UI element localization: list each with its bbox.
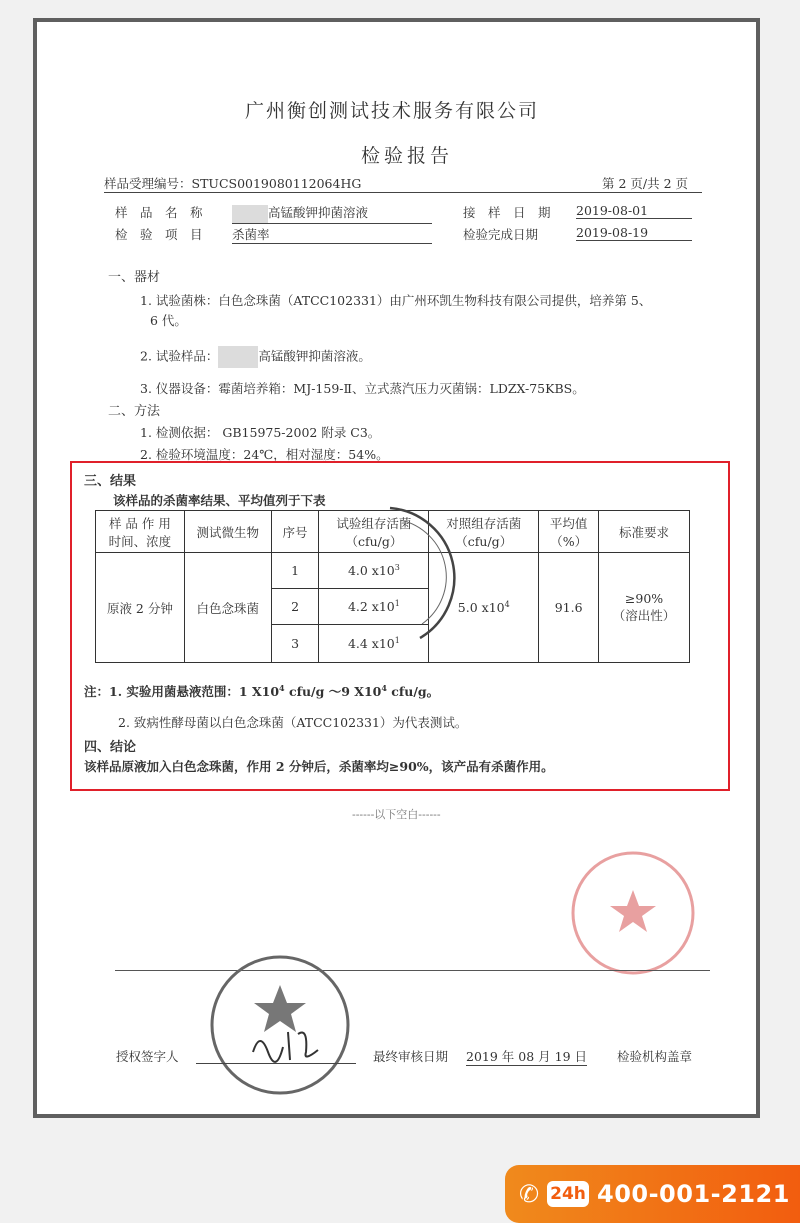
finish-date: 2019-08-19 [576, 225, 692, 241]
signer-label: 授权签字人 [116, 1049, 179, 1064]
signer-line [196, 1047, 356, 1064]
receive-date: 2019-08-01 [576, 203, 692, 219]
time-cell: 原液 2 分钟 [96, 553, 185, 663]
item-2-prefix: 2. 试验样品： [140, 348, 219, 364]
hotline-banner[interactable] [505, 1165, 800, 1223]
sample-name: 高锰酸钾抑菌溶液 [268, 205, 369, 220]
seq-cell: 3 [271, 625, 319, 663]
sample-no-line [104, 174, 702, 193]
section-2-item-1: 1. 检测依据： GB15975-2002 附录 C3。 [140, 425, 381, 440]
header-cell: 对照组存活菌 （cfu/g） [429, 511, 539, 553]
section-1-title: 一、器材 [108, 270, 161, 285]
report-title: 检验报告 [361, 145, 454, 167]
section-1-item-3: 3. 仪器设备：霉菌培养箱：MJ-159-Ⅱ、立式蒸汽压力灭菌锅：LDZX-75KBS。 [140, 381, 585, 396]
section-2-item-2: 2. 检验环境温度：24℃，相对湿度：54%。 [140, 447, 389, 462]
item-label: 检 验 项 目 [115, 227, 203, 242]
review-date: 2019 年 08 月 19 日 [466, 1049, 587, 1064]
header-cell: 测试微生物 [184, 511, 271, 553]
item-2-text: 高锰酸钾抑菌溶液。 [258, 348, 371, 364]
header-cell: 标准要求 [599, 511, 690, 553]
section-1-item-1-cont: 6 代。 [150, 313, 187, 328]
section-1-item-1: 1. 试验菌株：白色念珠菌（ATCC102331）由广州环凯生物科技有限公司提供，培养第 5、 [140, 293, 652, 308]
standard-cell: ≥90% （溶出性） [599, 553, 690, 663]
note-2: 2. 致病性酵母菌以白色念珠菌（ATCC102331）为代表测试。 [118, 715, 468, 730]
blank-marker: ------以下空白------ [352, 808, 441, 821]
item-value: 杀菌率 [232, 225, 432, 244]
test-count-cell: 4.2 $x10^1$ [319, 589, 429, 625]
seal-label: 检验机构盖章 [617, 1049, 693, 1064]
red-seal-stamp [568, 848, 698, 978]
review-date-label: 最终审核日期 [373, 1049, 449, 1064]
hotline-number[interactable]: 400-001-2121 [597, 1180, 790, 1208]
sample-name-field [232, 203, 432, 224]
section-3-subtitle: 该样品的杀菌率结果、平均值列于下表 [113, 493, 326, 508]
seq-cell: 2 [271, 589, 319, 625]
sample-name-label: 样 品 名 称 [115, 205, 203, 220]
redacted-block [218, 346, 258, 368]
section-2-title: 二、方法 [108, 404, 161, 419]
seq-cell: 1 [271, 553, 319, 589]
section-4-title: 四、结论 [84, 740, 137, 755]
control-cell: 5.0 $x10^4$ [429, 553, 539, 663]
header-cell: 样 品 作 用 时间、浓度 [96, 511, 185, 553]
note-1: 注：1. 实验用菌悬液范围：1 $X10^4$ cfu/g ～9 $X10^4$ cfu/g。 [84, 682, 440, 699]
sample-no: STUCS0019080112064HG [191, 176, 362, 191]
header-cell: 平均值 （%） [539, 511, 599, 553]
redacted-block [232, 205, 268, 223]
phone-icon: ✆ [519, 1180, 540, 1208]
section-3-title: 三、结果 [84, 474, 137, 489]
company-name: 广州衡创测试技术服务有限公司 [245, 100, 540, 122]
conclusion-text: 该样品原液加入白色念珠菌，作用 2 分钟后，杀菌率均≥90%，该产品有杀菌作用。 [84, 759, 554, 774]
header-cell: 序号 [271, 511, 319, 553]
finish-date-label: 检验完成日期 [463, 227, 539, 242]
hotline-24h-badge: 24h [547, 1181, 589, 1207]
test-count-cell: 4.4 $x10^1$ [319, 625, 429, 663]
receive-date-label: 接 样 日 期 [463, 205, 551, 220]
header-cell: 试验组存活菌 （cfu/g） [319, 511, 429, 553]
inspection-stamp-partial [360, 498, 470, 648]
test-count-cell: 4.0 $x10^3$ [319, 553, 429, 589]
section-1-item-2 [140, 346, 371, 368]
sample-no-label: 样品受理编号： [104, 176, 192, 191]
page-info: 第 2 页/共 2 页 [601, 176, 688, 191]
microbe-cell: 白色念珠菌 [184, 553, 271, 663]
average-cell: 91.6 [539, 553, 599, 663]
